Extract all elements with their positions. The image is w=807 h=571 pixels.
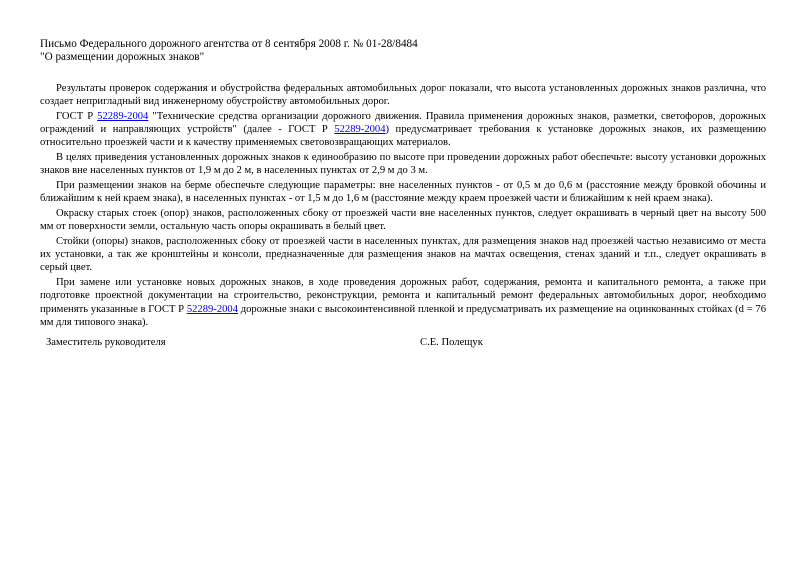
paragraph-3: В целях приведения установленных дорожных знаков к единообразию по высоте при проведении дорожных работ обеспечьте: высоту установки дорожных знаков вне населенных пунктов от 1,9 м до 2 м, в населенных пунктах от 2,9 м до 3 м. xyxy=(40,152,766,177)
title-line-2: "О размещении дорожных знаков" xyxy=(40,51,205,64)
signatory-name: С.Е. Полещук xyxy=(420,337,483,348)
document-title xyxy=(40,38,766,65)
gost-link[interactable]: 52289-2004 xyxy=(97,110,149,122)
paragraph-2 xyxy=(40,110,766,150)
document-body xyxy=(40,82,766,329)
paragraph-1: Результаты проверок содержания и обустройства федеральных автомобильных дорог показали, что высота установленных дорожных знаков различна, что создает непригладный вид инженерному обустройству автомобильных дорог. xyxy=(40,82,766,108)
paragraph-2-text-c: ) предусматривает требования к установке дорожных знаков, их размещению относительно проезжей части и к качеству применяемых световозвращающих материалов. xyxy=(40,124,767,149)
paragraph-7-text-a: При замене или установке новых дорожных знаков, в ходе проведения дорожных работ, содержания, ремонта и капитального ремонта, а также при подготовке проектной документации на строительство, реконструкции, ремонта и капитальный ремонт федеральных автомобильных дорог, необходимо применять указанные в ГОСТ Р xyxy=(40,277,766,315)
gost-link[interactable]: 52289-2004 xyxy=(186,303,239,315)
title-line-1: Письмо Федерального дорожного агентства от 8 сентября 2008 г. № 01-28/8484 xyxy=(40,38,418,50)
document xyxy=(40,38,766,331)
paragraph-7-text-b: дорожные знаки с высокоинтенсивной пленкой и предусматривать их размещение на оцинкованных стойках (d = 76 мм для типового знака). xyxy=(40,303,767,328)
signatory-position: Заместитель руководителя xyxy=(46,337,166,348)
gost-link[interactable]: 52289-2004 xyxy=(334,124,386,136)
paragraph-6: Стойки (опоры) знаков, расположенных сбоку от проезжей части в населенных пунктах, для размещения знаков над проезжей частью независимо от места их установки, а так же кронштейны и консоли, предназначенные для размещения знаков на мачтах освещения, стенах зданий и т.п., следует окрашивать в серый цвет. xyxy=(40,236,766,274)
paragraph-7 xyxy=(40,276,766,329)
paragraph-4: При размещении знаков на берме обеспечьте следующие параметры: вне населенных пунктов - от 0,5 м до 0,6 м (расстояние между бровкой обочины и ближайшим к ней краем знака), в населенных пунктах - от 1,5 м до 1,6 м (расстояние между краем проезжей части и ближайшим к ней краем знака). xyxy=(40,180,766,205)
paragraph-2-text-a: ГОСТ Р xyxy=(56,110,98,122)
paragraph-5: Окраску старых стоек (опор) знаков, расположенных сбоку от проезжей части вне населенных пунктов, следует окрашивать в черный цвет на высоту 500 мм от поверхности земли, остальную часть опоры окрашивать в белый цвет. xyxy=(40,208,766,233)
paragraph-2-text-b: "Технические средства организации дорожного движения. Правила применения дорожных знаков, разметки, светофоров, дорожных ограждений и направляющих устройств" (далее - ГОСТ Р xyxy=(40,110,766,136)
